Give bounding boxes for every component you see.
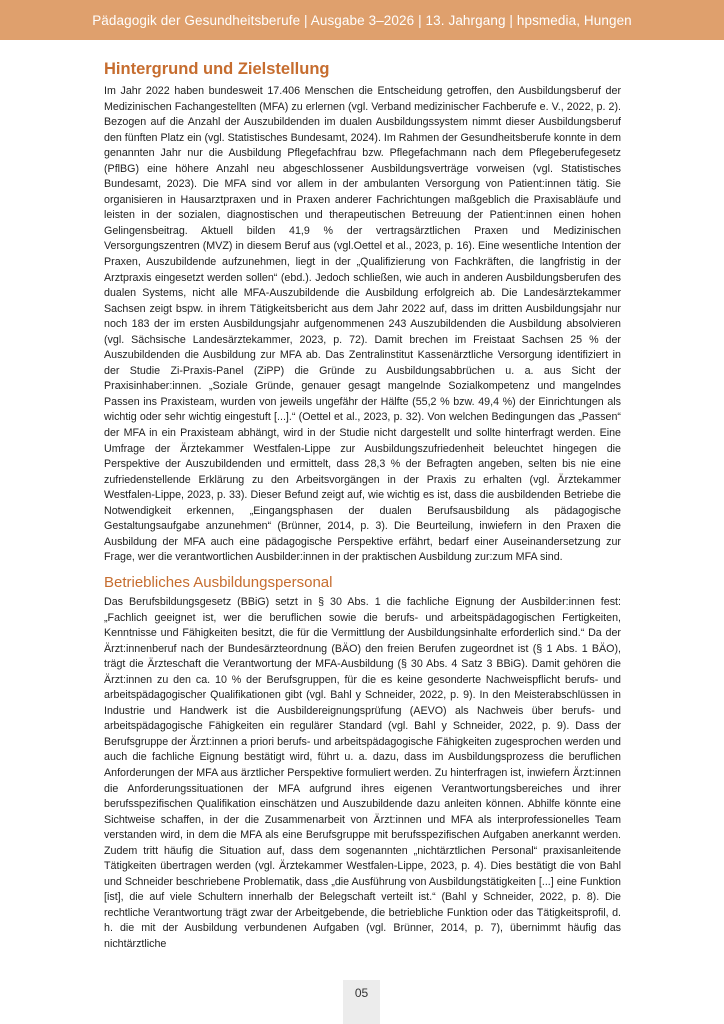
section-paragraph-training-staff: Das Berufsbildungsgesetz (BBiG) setzt in § 30 Abs. 1 die fachliche Eignung der Ausbilder:innen fest: „Fachlich geeignet ist, wer die beruflichen sowie die berufs- und arbeitspädagogischen Fertigkeiten, Kenntnisse und Fähigkeiten besitzt, die für die Vermittlung der Ausbildungsinhalte erforderlich sind.“ Da der Ärzt:innenberuf nach der Bundesärzteordnung (BÄO) den freien Berufen zugeordnet ist (§ 1 Abs. 1 BÄO), trägt die Ärzteschaft die Verantwortung der MFA-Ausbildung (§ 30 Abs. 4 Satz 3 BBiG). Damit gehören die Ärzt:innen zu den ca. 10 % der Berufsgruppen, für die es keine gesonderte Nachweispflicht berufs- und arbeitspädagogischer Qualifikationen gibt (vgl. Bahl y Schneider, 2022, p. 9). In den Meisterabschlüssen in Industrie und Handwerk ist die Ausbildereignungsprüfung (AEVO) als Nachweis über berufs- und arbeitspädagogische Fähigkeiten ein regulärer Standard (vgl. Bahl y Schneider, 2022, p. 9). Dass der Berufsgruppe der Ärzt:innen a priori berufs- und arbeitspädagogische Fähigkeiten zugesprochen werden und auch die fachliche Eignung bestätigt wird, führt u. a. dazu, dass im Ausbildungsprozess die beruflichen Anforderungen der MFA aus ärztlicher Perspektive formuliert werden. Zu hinterfragen ist, inwiefern Ärzt:innen die Anforderungssituationen der MFA aufgrund ihres eigenen Verantwortungsbereiches und ihrer berufsspezifischen Qualifikation einschätzen und Auszubildende dazu anleiten können. Abhilfe könnte eine Sichtweise schaffen, in der die Zusammenarbeit von Ärzt:innen und MFA als interprofessionelles Team verstanden wird, in dem die MFA als eine Berufsgruppe mit berufsspezifischen Aufgaben anerkannt werden. Zudem tritt häufig die Situation auf, dass dem sogenannten „nichtärztlichen Personal“ praxisanleitende Tätigkeiten übertragen werden (vgl. Ärztekammer Westfalen-Lippe, 2023, p. 4). Dies bestätigt die von Bahl und Schneider beschriebene Problematik, dass „die Ausführung von Ausbildungstätigkeiten [...] eine Funktion [ist], die auf viele Schultern innerhalb der Belegschaft verteilt ist.“ (Bahl y Schneider, 2022, p. 8). Die rechtliche Verantwortung trägt zwar der Arbeitgebende, die betriebliche Funktion oder das Tätigkeitsprofil, d. h. die mit der Ausbildung verbundenen Aufgaben (vgl. Brünner, 2014, p. 7), übernimmt häufig das nichtärztliche xyxy=(104,595,621,950)
article-body xyxy=(104,58,621,953)
section-heading-background: Hintergrund und Zielstellung xyxy=(104,60,330,78)
section-paragraph-background: Im Jahr 2022 haben bundesweit 17.406 Menschen die Entscheidung getroffen, den Ausbildungsberuf der Medizinischen Fachangestellten (MFA) zu erlernen (vgl. Verband medizinischer Fachberufe e. V., 2022, p. 2). Bezogen auf die Anzahl der Auszubildenden im dualen Ausbildungssystem nimmt dieser Ausbildungsberuf den fünften Platz ein (vgl. Statistisches Bundesamt, 2024). Im Rahmen der Gesundheitsberufe konnte in dem genannten Jahr nur die Ausbildung Pflegefachfrau bzw. Pflegefachmann nach dem Pflegeberufegesetz (PflBG) eine höhere Anzahl neu abgeschlossener Ausbildungsverträge vorweisen (vgl. Statistisches Bundesamt, 2023). Die MFA sind vor allem in der ambulanten Versorgung von Patient:innen tätig. Sie organisieren in Hausarztpraxen und in Praxen anderer Fachrichtungen maßgeblich die Praxisabläufe und leisten in der sozialen, diagnostischen und therapeutischen Betreuung der Patient:innen einen hohen Gelingensbeitrag. Aktuell bilden 41,9 % der vertragsärztlichen Praxen und Medizinischen Versorgungszentren (MVZ) in diesem Beruf aus (vgl.Oettel et al., 2023, p. 16). Eine wesentliche Intention der Praxen, Auszubildende aufzunehmen, liegt in der „Qualifizierung von Fachkräften, die langfristig in der Arztpraxis eingesetzt werden sollen“ (ebd.). Jedoch schließen, wie auch in anderen Ausbildungsberufen des dualen Systems, nicht alle MFA-Auszubildende die Ausbildung erfolgreich ab. Die Landesärztekammer Sachsen zeigt bspw. in ihrem Tätigkeitsbericht aus dem Jahr 2022 auf, dass im dritten Ausbildungsjahr nur noch 183 der im ersten Ausbildungsjahr aufgenommenen 243 Auszubildenden die Ausbildung absolvieren (vgl. Sächsische Landesärztekammer, 2023, p. 72). Damit brechen im Freistaat Sachsen 25 % der Auszubildenden die Ausbildung zur MFA ab. Das Zentralinstitut Kassenärztliche Versorgung identifiziert in der Studie Zi-Praxis-Panel (ZiPP) die Gründe zu Ausbildungsabbrüchen u. a. aus Sicht der Praxisinhaber:innen. „Soziale Gründe, genauer gesagt mangelnde Sozialkompetenz und mangelndes Passen ins Praxisteam, wurden von jeweils ungefähr der Hälfte (55,2 % bzw. 49,4 %) der Einrichtungen als wichtig oder sehr wichtig eingestuft [...].“ (Oettel et al., 2023, p. 32). Von welchen Bedingungen das „Passen“ der MFA in ein Praxisteam abhängt, wird in der Studie nicht dargestellt und sollte hinterfragt werden. Eine Umfrage der Ärztekammer Westfalen-Lippe zur Ausbildungszufriedenheit beleuchtet hingegen die Perspektive der Auszubildenden und ermittelt, dass 28,3 % der Befragten angeben, selten bis nie eine zufriedenstellende Erklärung zu den Arbeitsvorgängen in der Praxis zu erhalten (vgl. Ärztekammer Westfalen-Lippe, 2023, p. 33). Dieser Befund zeigt auf, wie wichtig es ist, dass die ausbildenden Betriebe die Notwendigkeit erkennen, „Eingangsphasen der dualen Berufsausbildung als pädagogische Gestaltungsaufgabe anzunehmen“ (Brünner, 2014, p. 3). Die Beurteilung, inwiefern in den Praxen die Ausbildung der MFA auch eine pädagogische Perspektive erfährt, bedarf einer Auseinandersetzung zur Frage, wer die verantwortlichen Ausbilder:innen in der praktischen Ausbildung zur:zum MFA sind. xyxy=(104,85,621,564)
page-number-box xyxy=(343,980,380,1024)
page-number: 05 xyxy=(354,986,369,1000)
section-heading-training-staff: Betriebliches Ausbildungspersonal xyxy=(104,573,333,591)
running-header xyxy=(0,0,724,40)
running-header-text: Pädagogik der Gesundheitsberufe | Ausgabe 3–2026 | 13. Jahrgang | hpsmedia, Hungen xyxy=(92,12,632,28)
